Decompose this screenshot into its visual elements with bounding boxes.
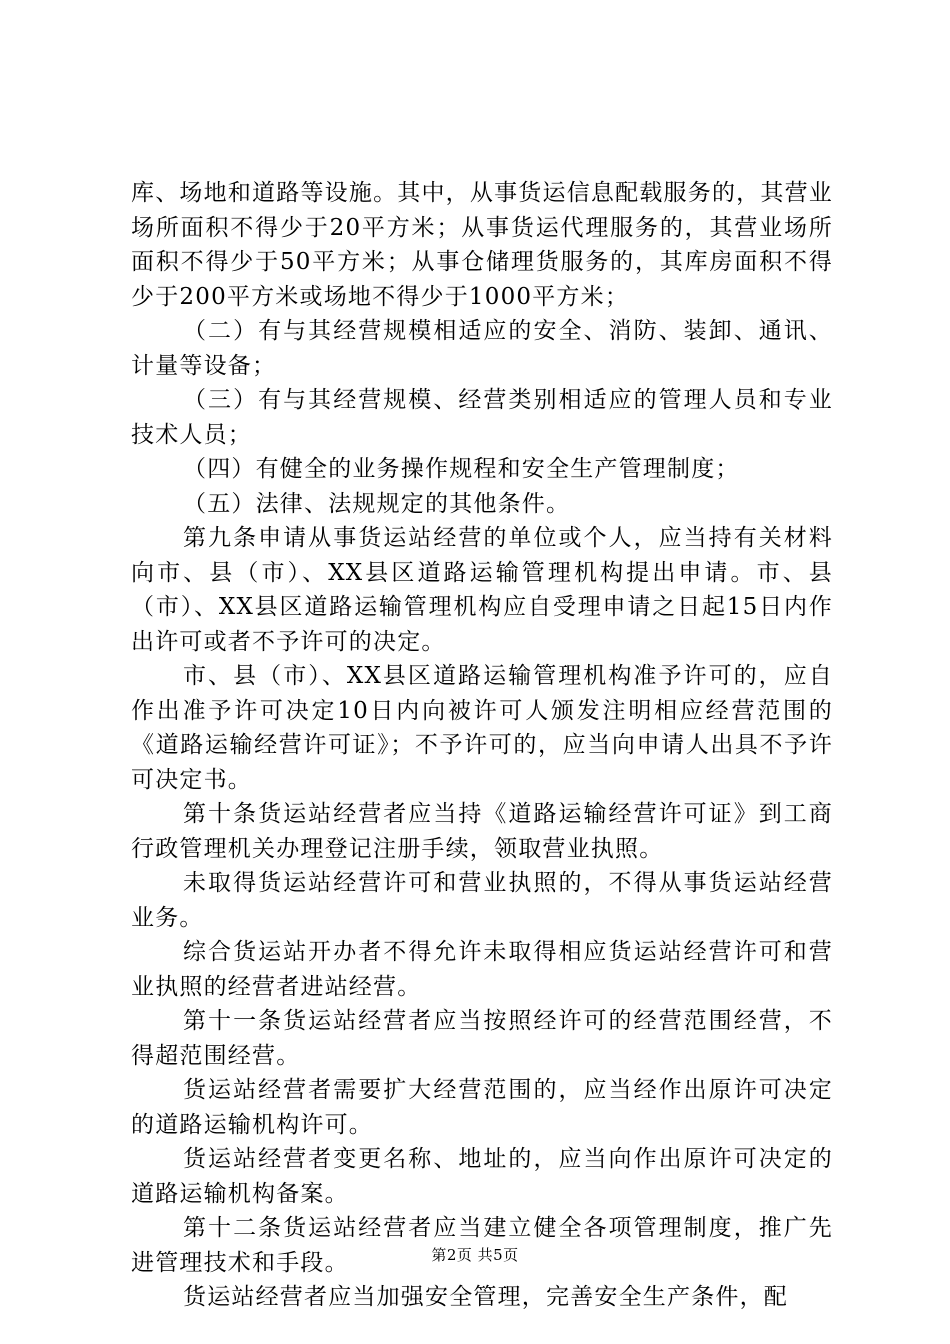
paragraph: （五）法律、法规规定的其他条件。 — [183, 490, 571, 517]
page-footer: 第2页 共5页 — [431, 1246, 519, 1264]
document-body — [131, 176, 833, 1315]
paragraph: 第十一条货运站经营者应当按照经许可的经营范围经营，不得超范围经营。 — [131, 1008, 833, 1069]
paragraph: 货运站经营者需要扩大经营范围的，应当经作出原许可决定的道路运输机构许可。 — [131, 1077, 833, 1138]
paragraph: 未取得货运站经营许可和营业执照的，不得从事货运站经营业务。 — [131, 870, 833, 931]
paragraph: 第十条货运站经营者应当持《道路运输经营许可证》到工商行政管理机关办理登记注册手续，领取营业执照。 — [131, 801, 833, 862]
paragraph: 货运站经营者变更名称、地址的，应当向作出原许可决定的道路运输机构备案。 — [131, 1146, 833, 1207]
paragraph: 库、场地和道路等设施。其中，从事货运信息配载服务的，其营业场所面积不得少于20平方米；从事货运代理服务的，其营业场所面积不得少于50平方米；从事仓储理货服务的，其库房面积不得少于200平方米或场地不得少于1000平方米； — [131, 180, 833, 310]
paragraph: （四）有健全的业务操作规程和安全生产管理制度； — [183, 456, 740, 482]
paragraph: 市、县（市）、XX县区道路运输管理机构准予许可的，应自作出准予许可决定10日内向被许可人颁发注明相应经营范围的《道路运输经营许可证》；不予许可的，应当向申请人出具不予许可决定书。 — [131, 663, 833, 793]
paragraph: 第十二条货运站经营者应当建立健全各项管理制度，推广先进管理技术和手段。 — [131, 1215, 833, 1276]
paragraph: 货运站经营者应当加强安全管理，完善安全生产条件，配 — [183, 1284, 788, 1310]
paragraph: 第九条申请从事货运站经营的单位或个人，应当持有关材料向市、县（市）、XX县区道路运输管理机构提出申请。市、县（市）、XX县区道路运输管理机构应自受理申请之日起15日内作出许可或者不予许可的决定。 — [131, 525, 833, 655]
paragraph: 综合货运站开办者不得允许未取得相应货运站经营许可和营业执照的经营者进站经营。 — [131, 939, 833, 1000]
paragraph: （三）有与其经营规模、经营类别相适应的管理人员和专业技术人员； — [131, 387, 833, 448]
paragraph: （二）有与其经营规模相适应的安全、消防、装卸、通讯、计量等设备； — [131, 318, 833, 379]
